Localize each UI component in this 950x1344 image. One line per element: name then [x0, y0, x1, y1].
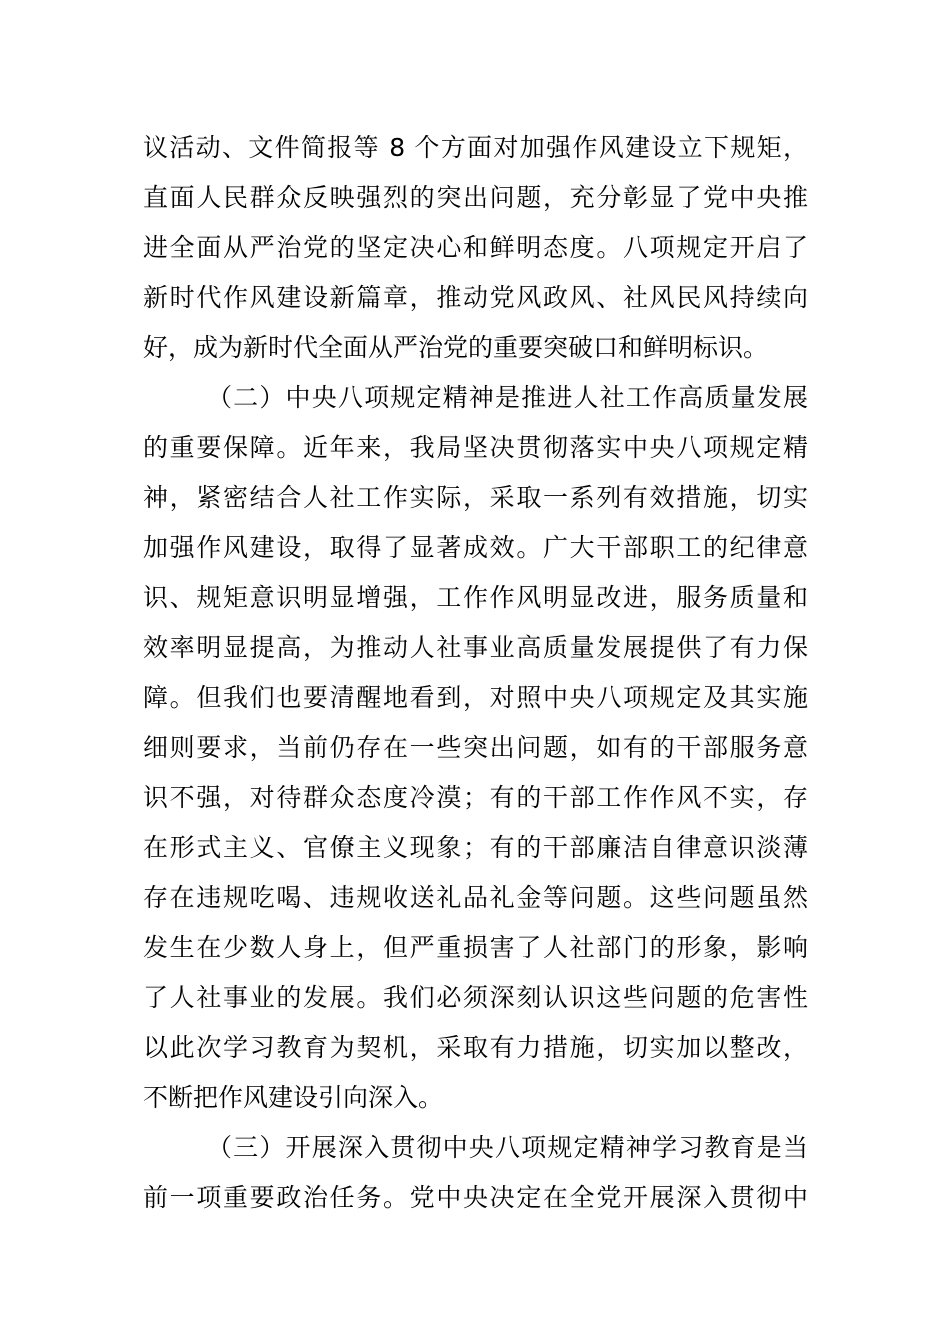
- text-line: 识不强，对待群众态度冷漠；有的干部工作作风不实，存: [143, 783, 808, 812]
- text-line: 细则要求，当前仍存在一些突出问题，如有的干部服务意: [143, 733, 808, 762]
- text-line: 存在违规吃喝、违规收送礼品礼金等问题。这些问题虽然: [143, 883, 808, 912]
- body-text: [143, 123, 808, 1223]
- text-line: 直面人民群众反映强烈的突出问题，充分彰显了党中央推: [143, 183, 808, 212]
- text-line: 障。但我们也要清醒地看到，对照中央八项规定及其实施: [143, 683, 808, 712]
- text-line: 议活动、文件简报等 8 个方面对加强作风建设立下规矩，: [143, 133, 808, 162]
- text-line: 以此次学习教育为契机，采取有力措施，切实加以整改，: [143, 1033, 808, 1062]
- text-line: 好，成为新时代全面从严治党的重要突破口和鲜明标识。: [143, 333, 769, 362]
- text-line: 发生在少数人身上，但严重损害了人社部门的形象，影响: [143, 933, 808, 962]
- text-line: 不断把作风建设引向深入。: [143, 1083, 444, 1112]
- text-line: 神，紧密结合人社工作实际，采取一系列有效措施，切实: [143, 483, 808, 512]
- text-line: 在形式主义、官僚主义现象；有的干部廉洁自律意识淡薄: [143, 833, 808, 862]
- text-line: 的重要保障。近年来，我局坚决贯彻落实中央八项规定精: [143, 433, 808, 462]
- text-line: 新时代作风建设新篇章，推动党风政风、社风民风持续向: [143, 283, 808, 312]
- text-line: （三）开展深入贯彻中央八项规定精神学习教育是当: [207, 1133, 808, 1162]
- text-line: 加强作风建设，取得了显著成效。广大干部职工的纪律意: [143, 533, 808, 562]
- text-line: 进全面从严治党的坚定决心和鲜明态度。八项规定开启了: [143, 233, 808, 262]
- text-line: 效率明显提高，为推动人社事业高质量发展提供了有力保: [143, 633, 808, 662]
- text-line: 了人社事业的发展。我们必须深刻认识这些问题的危害性: [143, 983, 808, 1012]
- text-line: 前一项重要政治任务。党中央决定在全党开展深入贯彻中: [143, 1183, 808, 1212]
- text-line: （二）中央八项规定精神是推进人社工作高质量发展: [207, 383, 808, 412]
- text-line: 识、规矩意识明显增强，工作作风明显改进，服务质量和: [143, 583, 808, 612]
